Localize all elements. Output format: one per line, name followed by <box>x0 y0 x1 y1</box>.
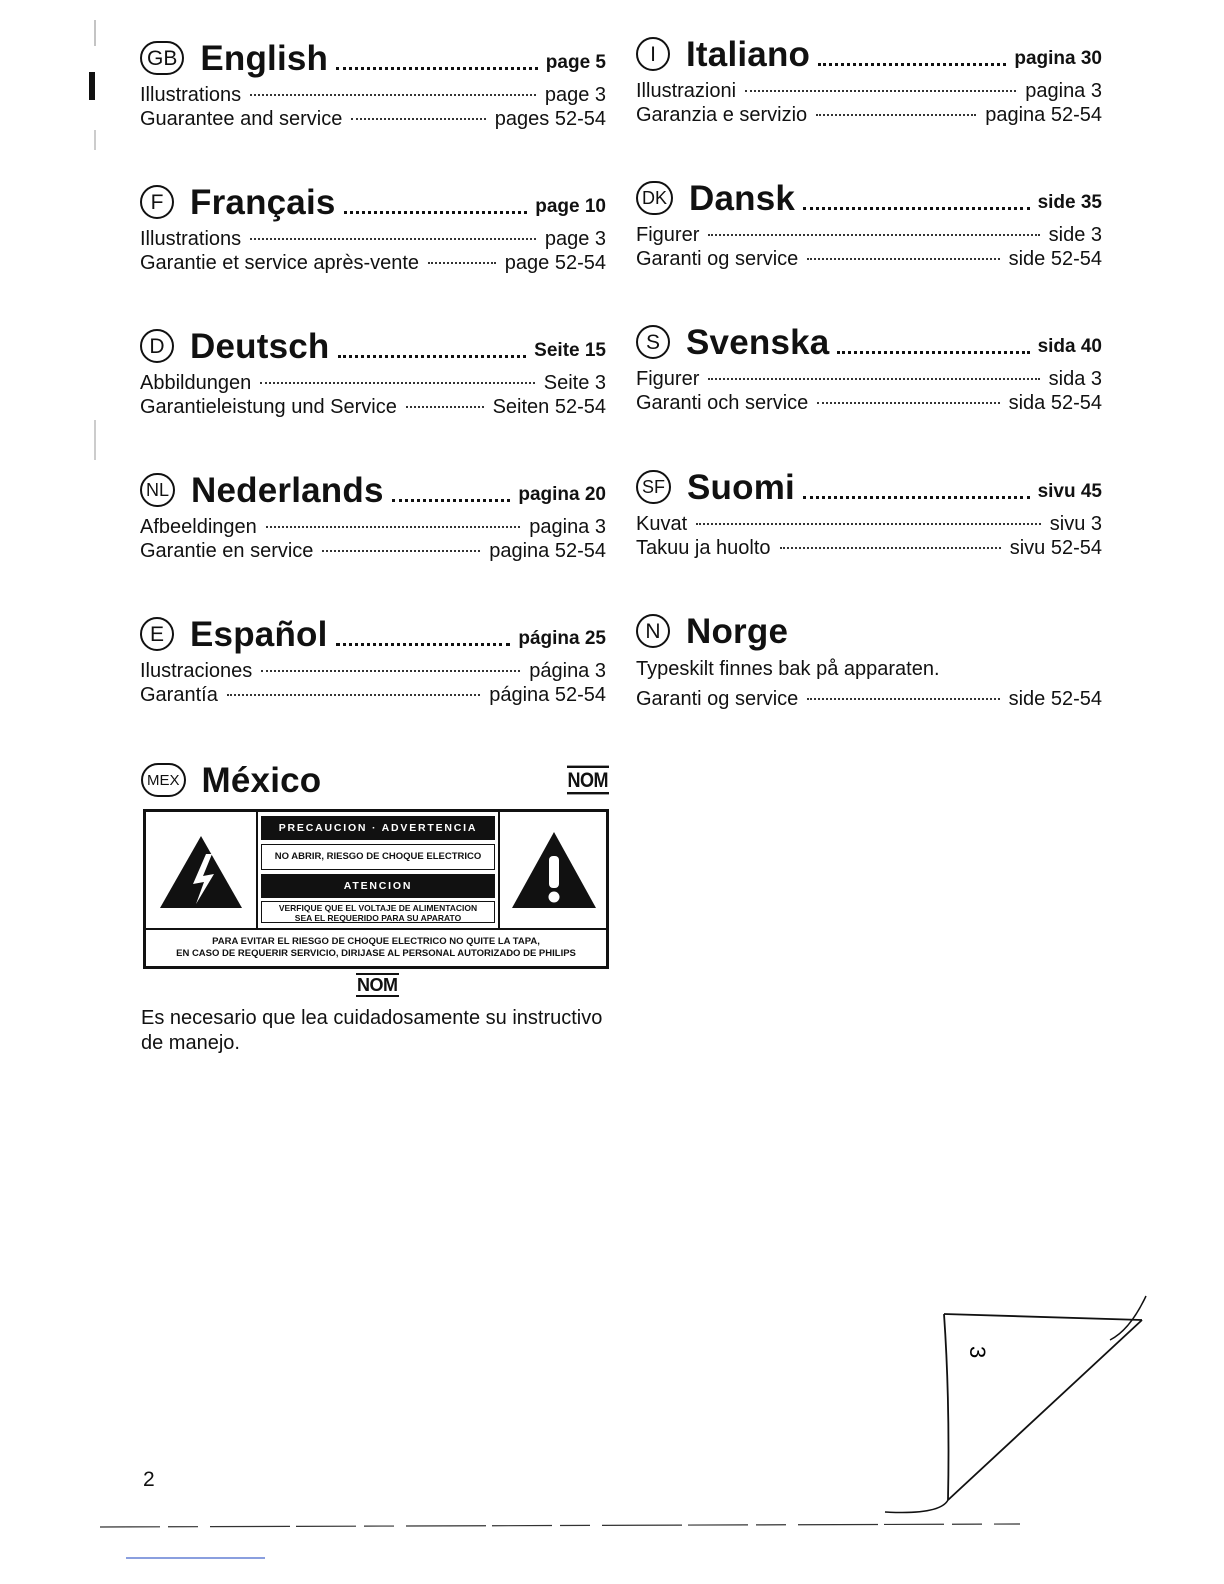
page-reference: pagina 30 <box>1014 48 1102 69</box>
warning-line-2: VERFIQUE QUE EL VOLTAJE DE ALIMENTACION SEA EL REQUERIDO PARA SU APARATO <box>261 901 495 923</box>
country-badge-i: I <box>636 37 670 71</box>
corner-page-number: 3 <box>965 1346 990 1359</box>
toc-row: Garantie en service pagina 52-54 <box>140 540 606 562</box>
toc-row: Afbeeldingen pagina 3 <box>140 516 606 538</box>
page-reference: page 10 <box>535 196 606 217</box>
toc-row: Garanzia e servizio pagina 52-54 <box>636 104 1102 126</box>
toc-row: Illustrations page 3 <box>140 84 606 106</box>
country-badge-gb: GB <box>140 41 184 75</box>
language-title: Français <box>190 182 336 222</box>
country-badge-f: F <box>140 185 174 219</box>
toc-row: Figurer sida 3 <box>636 368 1102 390</box>
toc-row: Abbildungen Seite 3 <box>140 372 606 394</box>
mexico-instruction: Es necesario que lea cuidadosamente su instructivo de manejo. <box>141 1007 603 1054</box>
nom-mark: NOM <box>567 766 610 795</box>
country-badge-n: N <box>636 614 670 648</box>
language-title: Svenska <box>686 322 830 362</box>
toc-row: Figurer side 3 <box>636 224 1102 246</box>
country-badge-d: D <box>140 329 174 363</box>
toc-row: Illustrations page 3 <box>140 228 606 250</box>
toc-row: Takuu ja huolto sivu 52-54 <box>636 537 1102 559</box>
warning-line-1: NO ABRIR, RIESGO DE CHOQUE ELECTRICO <box>261 844 495 870</box>
toc-row: Garantieleistung und Service Seiten 52-54 <box>140 396 606 418</box>
toc-row: Ilustraciones página 3 <box>140 660 606 682</box>
page-reference: sivu 45 <box>1037 481 1102 502</box>
toc-row: Kuvat sivu 3 <box>636 513 1102 535</box>
nom-mark-secondary: NOM <box>357 975 398 995</box>
country-badge-dk: DK <box>636 181 673 215</box>
page-reference: sida 40 <box>1037 336 1102 357</box>
norge-note: Typeskilt finnes bak på apparaten. <box>636 658 940 680</box>
toc-row: Garanti og service side 52-54 <box>636 248 1102 270</box>
country-badge-sf: SF <box>636 470 671 504</box>
toc-row: Garantie et service après-vente page 52-54 <box>140 252 606 274</box>
toc-row: Garanti och service sida 52-54 <box>636 392 1102 414</box>
toc-row: Guarantee and service pages 52-54 <box>140 108 606 130</box>
toc-row: Garanti og service side 52-54 <box>636 688 1102 710</box>
warning-footer: PARA EVITAR EL RIESGO DE CHOQUE ELECTRICO NO QUITE LA TAPA, EN CASO DE REQUERIR SERVICIO, DIRIJASE AL PERSONAL AUTORIZADO DE PHILIPS <box>146 928 606 966</box>
country-badge-mex: MEX <box>141 763 186 797</box>
page-number: 2 <box>143 1468 155 1491</box>
toc-row: Illustrazioni pagina 3 <box>636 80 1102 102</box>
language-title: Nederlands <box>191 470 384 510</box>
toc-row: Garantía página 52-54 <box>140 684 606 706</box>
page-reference: Seite 15 <box>534 340 606 361</box>
language-title: Italiano <box>686 34 811 74</box>
page-reference: page 5 <box>545 52 606 73</box>
mexico-title: México <box>201 760 322 800</box>
language-title: Norge <box>686 611 789 651</box>
country-badge-e: E <box>140 617 174 651</box>
country-badge-s: S <box>636 325 670 359</box>
warning-header: PRECAUCION · ADVERTENCIA <box>261 816 495 840</box>
language-title: Deutsch <box>190 326 330 366</box>
language-title: Español <box>190 614 328 654</box>
language-title: English <box>200 38 329 78</box>
language-title: Suomi <box>687 467 795 507</box>
page-reference: side 35 <box>1037 192 1102 213</box>
country-badge-nl: NL <box>140 473 175 507</box>
page-reference: pagina 20 <box>518 484 606 505</box>
page-reference: página 25 <box>518 628 606 649</box>
language-title: Dansk <box>689 178 796 218</box>
warning-attention: ATENCION <box>261 874 495 898</box>
